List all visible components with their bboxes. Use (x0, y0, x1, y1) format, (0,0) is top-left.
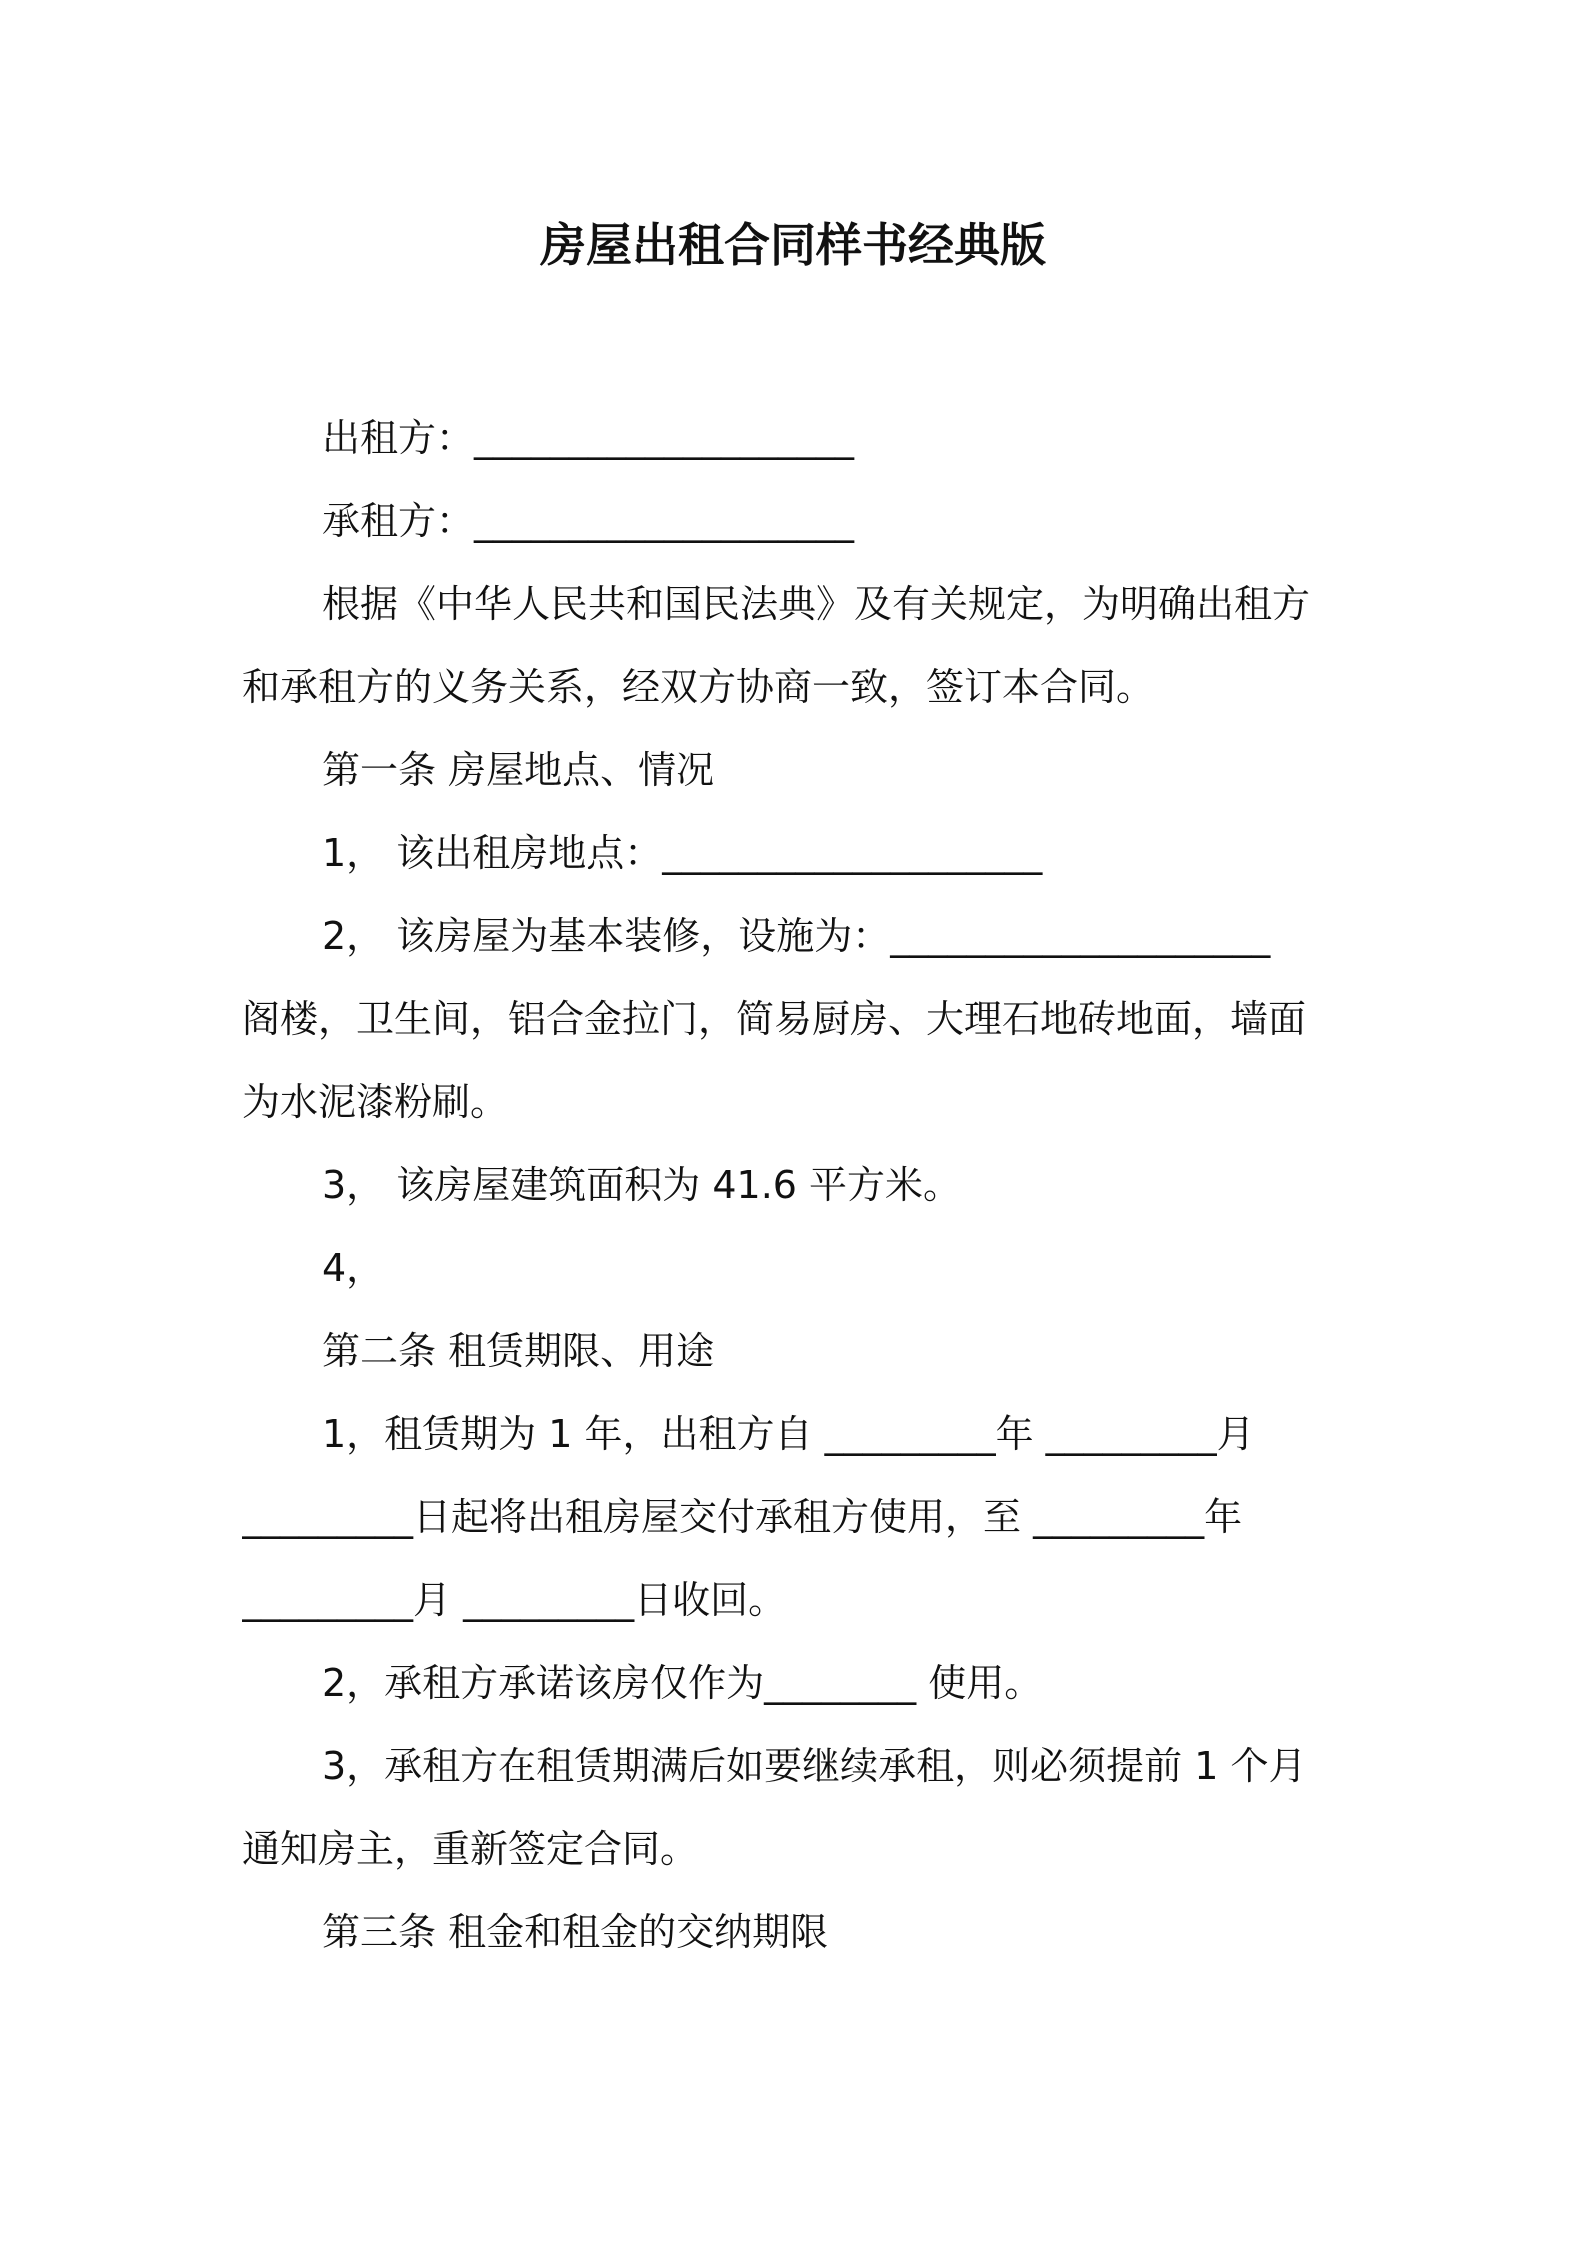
article-3-heading: 第三条 租金和租金的交纳期限 (322, 1910, 829, 1954)
article-2-item-3: 3，承租方在租赁期满后如要继续承租，则必须提前 1 个月 (322, 1744, 1307, 1788)
article-2-heading: 第二条 租赁期限、用途 (322, 1329, 715, 1373)
article-2-item-1-cont-1: _________日起将出租房屋交付承租方使用，至 _________年 (242, 1495, 1243, 1539)
article-2-item-1: 1，租赁期为 1 年，出租方自 _________年 _________月 (322, 1412, 1255, 1456)
article-1-item-2: 2， 该房屋为基本装修，设施为：____________________ (322, 914, 1271, 958)
article-1-item-2-cont-2: 为水泥漆粉刷。 (242, 1080, 509, 1124)
article-2-item-2: 2，承租方承诺该房仅作为________ 使用。 (322, 1661, 1043, 1705)
document-body (242, 397, 1357, 1974)
article-1-item-3: 3， 该房屋建筑面积为 41.6 平方米。 (322, 1163, 962, 1207)
article-1-item-4: 4， (322, 1246, 385, 1290)
document-title: 房屋出租合同样书经典版 (540, 218, 1046, 272)
lessor-line: 出租方：____________________ (322, 416, 855, 460)
preamble-line-1: 根据《中华人民共和国民法典》及有关规定，为明确出租方 (322, 582, 1311, 626)
article-1-item-1: 1， 该出租房地点：____________________ (322, 831, 1043, 875)
article-2-item-1-cont-2: _________月 _________日收回。 (242, 1578, 787, 1622)
article-2-item-3-cont: 通知房主，重新签定合同。 (242, 1827, 699, 1871)
preamble-line-2: 和承租方的义务关系，经双方协商一致，签订本合同。 (242, 665, 1155, 709)
article-1-item-2-cont-1: 阁楼，卫生间，铝合金拉门，简易厨房、大理石地砖地面，墙面 (242, 997, 1307, 1041)
article-1-heading: 第一条 房屋地点、情况 (322, 748, 715, 792)
lessee-line: 承租方：____________________ (322, 499, 855, 543)
